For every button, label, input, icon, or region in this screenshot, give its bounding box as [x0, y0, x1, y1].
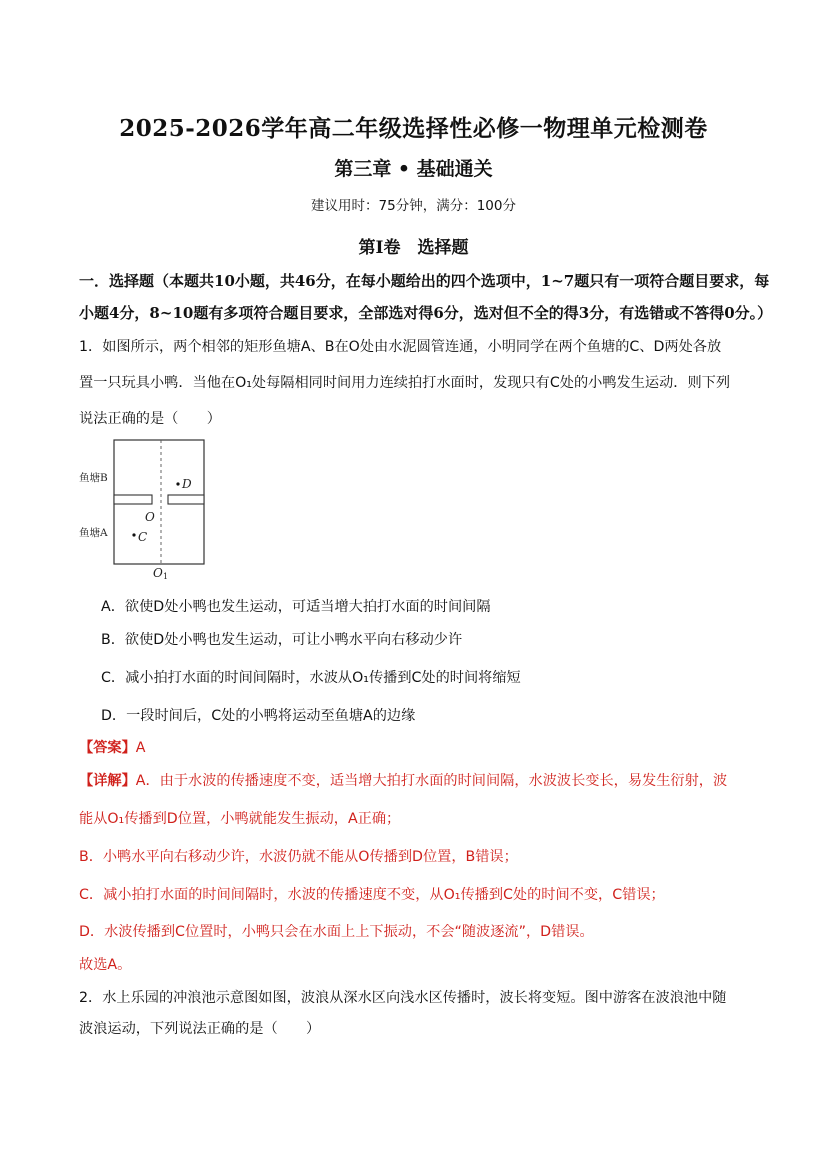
- detail-label: 【详解】: [79, 773, 136, 789]
- answer-line: [79, 737, 145, 757]
- answer-label: 【答案】: [79, 740, 136, 756]
- fish-pond-figure: [75, 438, 225, 580]
- detail-line-2: 能从O₁传播到D位置，小鸭就能发生振动，A正确；: [79, 811, 401, 827]
- label-o1-subscript: 1: [163, 572, 169, 580]
- instructions-line-1: 一．选择题（本题共10小题，共46分，在每小题给出的四个选项中，1~7题只有一项符合题目要求，每: [79, 272, 770, 290]
- question-1-stem-line-1: 1．如图所示，两个相邻的矩形鱼塘A、B在O处由水泥圆管连通，小明同学在两个鱼塘的C、D两处各放: [79, 339, 722, 355]
- label-o1: O: [153, 566, 163, 580]
- label-o: O: [145, 510, 155, 524]
- detail-text-1: A．由于水波的传播速度不变，适当增大拍打水面的时间间隔，水波波长变长，易发生衍射，波: [135, 773, 728, 789]
- detail-d: D．水波传播到C位置时，小鸭只会在水面上上下振动，不会“随波逐流”，D错误。: [79, 924, 594, 940]
- question-2-stem-line-2: 波浪运动，下列说法正确的是（ ）: [79, 1021, 321, 1037]
- time-info: 建议用时：75分钟，满分：100分: [311, 198, 516, 214]
- point-d-dot: [176, 482, 179, 485]
- question-1-stem-line-2: 置一只玩具小鸭．当他在O₁处每隔相同时间用力连续拍打水面时，发现只有C处的小鸭发生运动．则下列: [79, 375, 731, 391]
- section-title: 第Ⅰ卷 选择题: [358, 238, 469, 258]
- detail-b: B．小鸭水平向右移动少许，水波仍就不能从O传播到D位置，B错误；: [79, 849, 518, 865]
- chapter-subtitle: 第三章 • 基础通关: [334, 158, 493, 180]
- left-divider-wall: [114, 495, 152, 504]
- point-c-dot: [132, 533, 135, 536]
- label-pond-b: 鱼塘B: [79, 472, 108, 484]
- option-c: C．减小拍打水面的时间间隔时，水波从O₁传播到C处的时间将缩短: [101, 670, 521, 686]
- instructions-line-2: 小题4分，8~10题有多项符合题目要求，全部选对得6分，选对但不全的得3分，有选错或不答得0分。）: [79, 304, 773, 322]
- right-divider-wall: [168, 495, 204, 504]
- option-a: A．欲使D处小鸭也发生运动，可适当增大拍打水面的时间间隔: [101, 599, 491, 615]
- option-b: B．欲使D处小鸭也发生运动，可让小鸭水平向右移动少许: [101, 632, 463, 648]
- page-title: 2025-2026学年高二年级选择性必修一物理单元检测卷: [119, 115, 708, 142]
- answer-value: A: [135, 740, 146, 756]
- detail-line-1: [79, 770, 727, 790]
- option-d: D．一段时间后，C处的小鸭将运动至鱼塘A的边缘: [101, 708, 416, 724]
- conclusion: 故选A。: [79, 957, 132, 973]
- label-d: D: [182, 477, 192, 491]
- detail-c: C．减小拍打水面的时间间隔时，水波的传播速度不变，从O₁传播到C处的时间不变，C错误；: [79, 887, 665, 903]
- question-2-stem-line-1: 2．水上乐园的冲浪池示意图如图，波浪从深水区向浅水区传播时，波长将变短。图中游客在波浪池中随: [79, 990, 727, 1006]
- label-c: C: [138, 530, 148, 544]
- label-pond-a: 鱼塘A: [79, 527, 108, 539]
- question-1-stem-line-3: 说法正确的是（ ）: [79, 411, 221, 427]
